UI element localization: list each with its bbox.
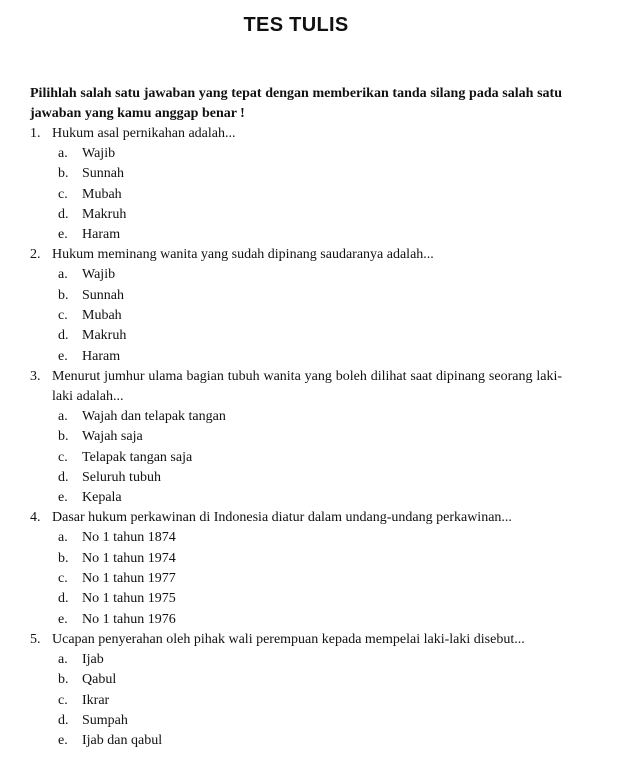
question-item — [30, 124, 562, 245]
option-letter: d. — [58, 712, 69, 728]
option-letter: b. — [58, 166, 69, 182]
answer-option — [30, 468, 562, 488]
option-list — [30, 407, 562, 508]
answer-option — [30, 164, 562, 184]
option-text: Makruh — [82, 206, 127, 222]
option-text: No 1 tahun 1974 — [82, 550, 176, 566]
answer-option — [30, 326, 562, 346]
question-number: 1. — [30, 126, 41, 141]
question-text: Menurut jumhur ulama bagian tubuh wanita yang boleh dilihat saat dipinang seorang laki-laki adalah... — [52, 368, 562, 404]
option-text: Wajah saja — [82, 429, 143, 445]
option-letter: e. — [58, 227, 68, 243]
answer-option — [30, 488, 562, 508]
answer-option — [30, 569, 562, 589]
question-number: 2. — [30, 247, 41, 263]
answer-option — [30, 528, 562, 548]
question-list — [30, 124, 562, 751]
answer-option — [30, 205, 562, 225]
option-letter: d. — [58, 206, 69, 222]
question-header — [30, 630, 562, 650]
question-number: 3. — [30, 368, 41, 384]
option-text: Kepala — [82, 490, 122, 506]
option-letter: c. — [58, 308, 68, 324]
question-text: Hukum asal pernikahan adalah... — [52, 126, 236, 141]
option-text: Mubah — [82, 186, 122, 202]
option-letter: e. — [58, 490, 68, 506]
option-letter: a. — [58, 267, 68, 283]
option-letter: b. — [58, 672, 69, 688]
answer-option — [30, 144, 562, 164]
answer-option — [30, 670, 562, 690]
option-text: Haram — [82, 348, 121, 364]
option-letter: a. — [58, 651, 68, 667]
answer-option — [30, 731, 562, 751]
option-text: Wajib — [82, 267, 116, 283]
option-letter: e. — [58, 348, 68, 364]
option-letter: d. — [58, 591, 69, 607]
question-text: Hukum meminang wanita yang sudah dipinang saudaranya adalah... — [52, 247, 434, 263]
option-letter: d. — [58, 469, 69, 485]
question-item — [30, 245, 562, 366]
option-text: Ijab — [82, 651, 104, 667]
option-letter: c. — [58, 186, 68, 202]
question-header — [30, 124, 562, 144]
answer-option — [30, 650, 562, 670]
option-letter: d. — [58, 328, 69, 344]
option-text: Makruh — [82, 328, 127, 344]
option-letter: a. — [58, 408, 68, 424]
page-title: TES TULIS — [243, 14, 349, 36]
option-list — [30, 265, 562, 366]
answer-option — [30, 286, 562, 306]
question-item — [30, 630, 562, 751]
answer-option — [30, 610, 562, 630]
option-text: No 1 tahun 1977 — [82, 571, 176, 587]
option-letter: b. — [58, 287, 69, 303]
answer-option — [30, 549, 562, 569]
question-header — [30, 367, 562, 407]
question-header — [30, 508, 562, 528]
question-text: Dasar hukum perkawinan di Indonesia diatur dalam undang-undang perkawinan... — [52, 510, 512, 526]
answer-option — [30, 306, 562, 326]
option-letter: e. — [58, 733, 68, 749]
option-text: Telapak tangan saja — [82, 449, 193, 465]
option-text: Wajib — [82, 146, 116, 161]
option-text: Sunnah — [82, 166, 124, 182]
question-item — [30, 508, 562, 629]
option-list — [30, 528, 562, 629]
answer-option — [30, 427, 562, 447]
option-text: Qabul — [82, 672, 117, 688]
question-item — [30, 367, 562, 508]
option-text: Haram — [82, 227, 121, 243]
option-text: Seluruh tubuh — [82, 469, 161, 485]
answer-option — [30, 185, 562, 205]
option-list — [30, 650, 562, 751]
option-text: No 1 tahun 1976 — [82, 611, 176, 627]
option-letter: e. — [58, 611, 68, 627]
option-text: Ijab dan qabul — [82, 733, 163, 749]
option-text: No 1 tahun 1874 — [82, 530, 176, 546]
answer-option — [30, 407, 562, 427]
question-number: 4. — [30, 510, 41, 526]
option-letter: c. — [58, 571, 68, 587]
option-list — [30, 144, 562, 245]
option-text: Sunnah — [82, 287, 124, 303]
answer-option — [30, 589, 562, 609]
answer-option — [30, 448, 562, 468]
option-letter: b. — [58, 550, 69, 566]
option-text: Sumpah — [82, 712, 128, 728]
answer-option — [30, 347, 562, 367]
question-header — [30, 245, 562, 265]
answer-option — [30, 225, 562, 245]
option-letter: a. — [58, 146, 68, 161]
question-text: Ucapan penyerahan oleh pihak wali perempuan kepada mempelai laki-laki disebut... — [52, 631, 525, 647]
answer-option — [30, 711, 562, 731]
option-text: Wajah dan telapak tangan — [82, 408, 226, 424]
answer-option — [30, 265, 562, 285]
option-text: Ikrar — [82, 692, 110, 708]
option-letter: c. — [58, 692, 68, 708]
option-text: No 1 tahun 1975 — [82, 591, 176, 607]
instruction-text: Pilihlah salah satu jawaban yang tepat dengan memberikan tanda silang pada salah satu jawaban yang kamu anggap benar ! — [30, 86, 562, 121]
option-letter: b. — [58, 429, 69, 445]
option-text: Mubah — [82, 308, 122, 324]
test-content — [30, 84, 562, 751]
answer-option — [30, 691, 562, 711]
option-letter: a. — [58, 530, 68, 546]
question-number: 5. — [30, 631, 41, 647]
option-letter: c. — [58, 449, 68, 465]
